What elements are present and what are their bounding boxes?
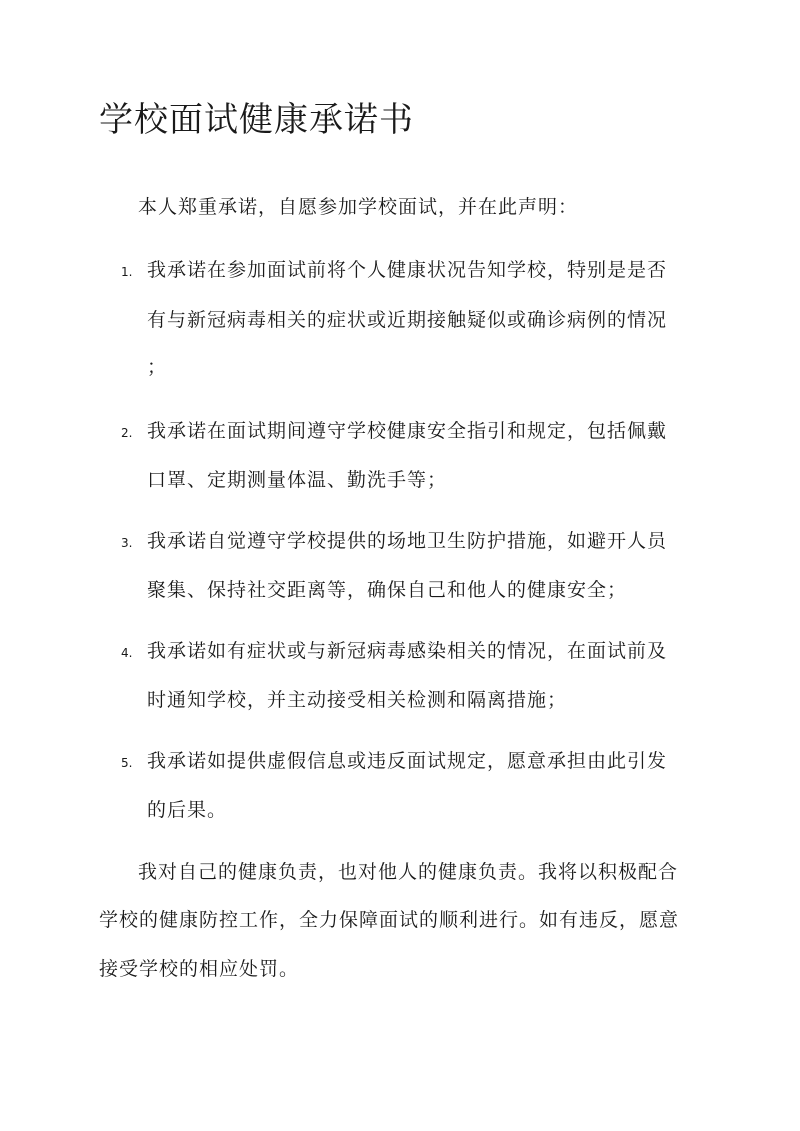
list-item-line: 我承诺自觉遵守学校提供的场地卫生防护措施，如避开人员 <box>147 530 668 552</box>
document-title: 学校面试健康承诺书 <box>99 100 414 140</box>
list-item-line: 我承诺如有症状或与新冠病毒感染相关的情况，在面试前及 <box>147 640 668 662</box>
list-item-number: 1. <box>121 265 133 279</box>
list-item-line: 口罩、定期测量体温、勤洗手等； <box>147 469 448 491</box>
list-item-number: 2. <box>121 426 133 440</box>
list-item-line: 有与新冠病毒相关的症状或近期接触疑似或确诊病例的情况 <box>147 309 668 331</box>
list-item-number: 3. <box>121 536 133 550</box>
list-item-line: 时通知学校，并主动接受相关检测和隔离措施； <box>147 689 568 711</box>
list-item-number: 5. <box>121 756 133 770</box>
list-item-line: ； <box>147 356 168 378</box>
intro-paragraph: 本人郑重承诺，自愿参加学校面试，并在此声明： <box>138 196 579 218</box>
list-item-line: 我承诺在面试期间遵守学校健康安全指引和规定，包括佩戴 <box>147 420 668 442</box>
list-item-line: 的后果。 <box>147 799 228 821</box>
list-item-line: 我承诺如提供虚假信息或违反面试规定，愿意承担由此引发 <box>147 750 668 772</box>
list-item-number: 4. <box>121 646 133 660</box>
list-item-line: 我承诺在参加面试前将个人健康状况告知学校，特别是是否 <box>147 259 668 281</box>
closing-line: 学校的健康防控工作，全力保障面试的顺利进行。如有违反，愿意 <box>99 909 680 931</box>
list-item-line: 聚集、保持社交距离等，确保自己和他人的健康安全； <box>147 579 628 601</box>
closing-line: 我对自己的健康负责，也对他人的健康负责。我将以积极配合 <box>138 861 679 883</box>
closing-line: 接受学校的相应处罚。 <box>99 958 300 980</box>
